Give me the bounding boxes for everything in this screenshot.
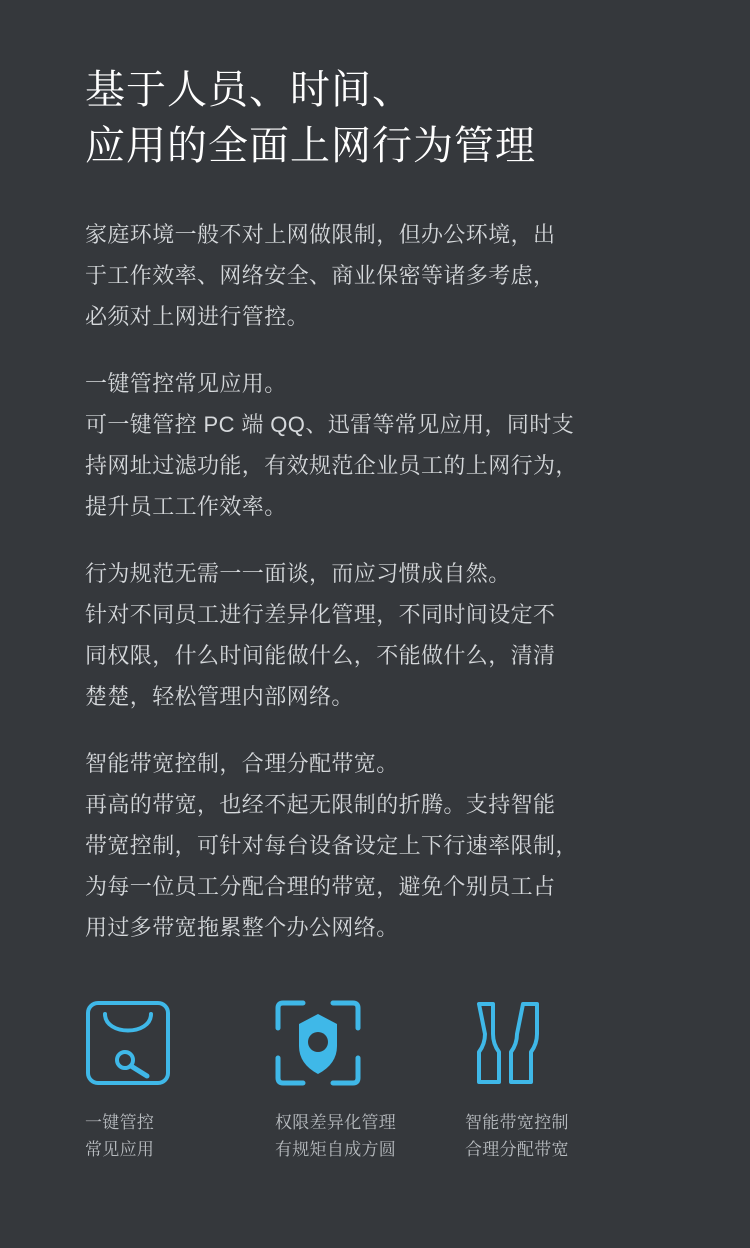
permission-paragraph — [85, 553, 655, 717]
feature-caption-line-1: 一键管控 — [85, 1113, 155, 1132]
paragraph-line: 于工作效率、网络安全、商业保密等诸多考虑， — [85, 263, 556, 288]
feature-caption — [465, 1109, 655, 1163]
bandwidth-paragraph — [85, 743, 655, 948]
paragraph-line: 带宽控制，可针对每台设备设定上下行速率限制， — [85, 833, 578, 858]
paragraph-line: 楚楚，轻松管理内部网络。 — [85, 684, 354, 709]
bandwidth-flow-icon — [465, 1000, 551, 1086]
paragraph-line: 用过多带宽拖累整个办公网络。 — [85, 915, 399, 940]
feature-list — [85, 1000, 665, 1163]
feature-caption-line-2: 常见应用 — [85, 1140, 155, 1159]
paragraph-line: 智能带宽控制，合理分配带宽。 — [85, 751, 399, 776]
paragraph-line: 持网址过滤功能，有效规范企业员工的上网行为， — [85, 453, 578, 478]
page-title-line-2: 应用的全面上网行为管理 — [85, 124, 536, 168]
paragraph-line: 针对不同员工进行差异化管理，不同时间设定不 — [85, 602, 556, 627]
page-title-line-1: 基于人员、时间、 — [85, 68, 413, 112]
feature-item-bandwidth — [465, 1000, 655, 1163]
app-window-wrench-icon — [85, 1000, 171, 1086]
feature-caption — [275, 1109, 465, 1163]
feature-caption-line-1: 权限差异化管理 — [275, 1113, 397, 1132]
paragraph-line: 必须对上网进行管控。 — [85, 304, 310, 329]
paragraph-line: 再高的带宽，也经不起无限制的折腾。支持智能 — [85, 792, 556, 817]
feature-caption-line-2: 有规矩自成方圆 — [275, 1140, 397, 1159]
feature-item-app-control — [85, 1000, 275, 1163]
feature-item-permission — [275, 1000, 465, 1163]
intro-paragraph — [85, 214, 655, 337]
app-control-paragraph — [85, 363, 655, 527]
paragraph-line: 提升员工工作效率。 — [85, 494, 287, 519]
feature-caption — [85, 1109, 275, 1163]
paragraph-line: 一键管控常见应用。 — [85, 371, 287, 396]
focus-target-icon — [275, 1000, 361, 1086]
feature-caption-line-1: 智能带宽控制 — [465, 1113, 569, 1132]
paragraph-line: 可一键管控 PC 端 QQ、迅雷等常见应用，同时支 — [85, 412, 575, 437]
page-title — [85, 62, 665, 174]
paragraph-line: 行为规范无需一一面谈，而应习惯成自然。 — [85, 561, 511, 586]
feature-caption-line-2: 合理分配带宽 — [465, 1140, 569, 1159]
paragraph-line: 家庭环境一般不对上网做限制，但办公环境，出 — [85, 222, 556, 247]
paragraph-line: 为每一位员工分配合理的带宽，避免个别员工占 — [85, 874, 556, 899]
paragraph-line: 同权限，什么时间能做什么，不能做什么，清清 — [85, 643, 556, 668]
